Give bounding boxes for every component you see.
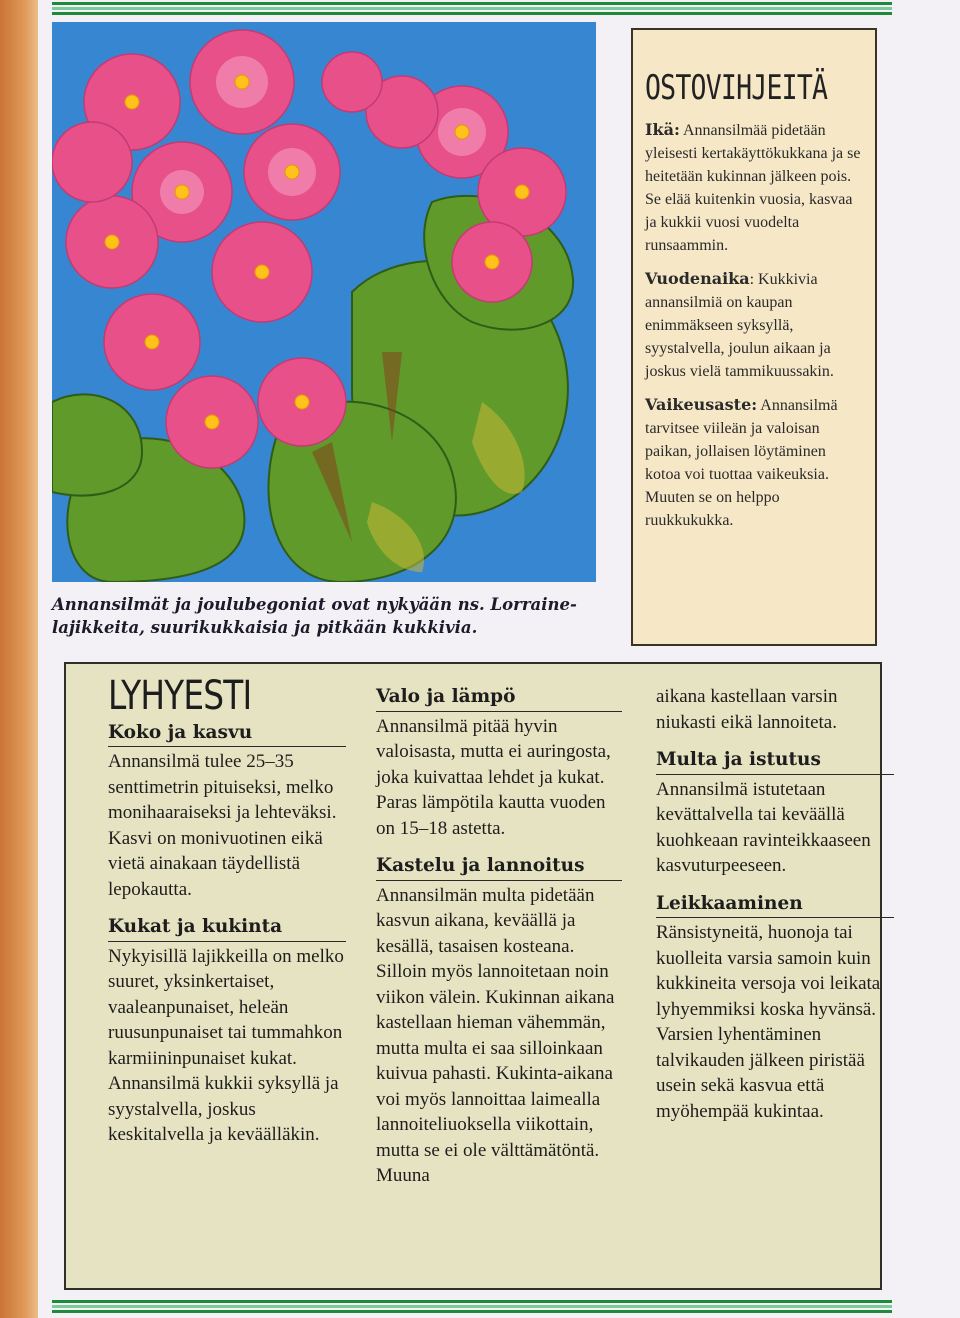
- tips-title: OSTOVIHJEITÄ: [645, 68, 828, 108]
- section-heading-light: Valo ja lämpö: [376, 684, 622, 712]
- section-text-pruning: Ränsistyneitä, huonoja tai kuolleita varsia samoin kuin kukkineita versoja voi leikata lyhyemmiksi koska hyvänsä. Varsien lyhentäminen talvikauden jälkeen piristää usein sekä kasvua että myöhempää kukintaa.: [656, 922, 881, 1122]
- section-text-watering-cont: aikana kastellaan varsin niukasti eikä lannoiteta.: [656, 686, 838, 733]
- bottom-green-rule: [52, 1300, 892, 1314]
- summary-column-2: [376, 664, 622, 1201]
- photo-caption: Annansilmät ja joulubegoniat ovat nykyään ns. Lorraine-lajikkeita, suurikukkaisia ja pitkään kukkivia.: [52, 595, 577, 637]
- section-text-light: Annansilmä pitää hyvin valoisasta, mutta ei auringosta, joka kuivattaa lehdet ja kukat. Paras lämpötila kautta vuoden on 15–18 astetta.: [376, 715, 611, 839]
- section-text-size: Annansilmä tulee 25–35 senttimetrin pituiseksi, melko monihaaraiseksi ja lehteväksi. Kasvi on monivuotinen eikä vietä ainakaan täydellistä lepokautta.: [108, 751, 337, 900]
- section-heading-size: Koko ja kasvu: [108, 720, 346, 748]
- tip-season: Vuodenaika: Kukkivia annansilmiä on kaupan enimmäkseen syksyllä, syystalvella, joulun aikaan ja joskus vielä tammikuussakin.: [645, 269, 834, 380]
- summary-column-3: [656, 664, 894, 1136]
- begonia-photo: [52, 22, 596, 582]
- book-page: [38, 0, 960, 1318]
- top-green-rule: [52, 2, 892, 16]
- section-heading-pruning: Leikkaaminen: [656, 891, 894, 919]
- section-text-watering: Annansilmän multa pidetään kasvun aikana, keväällä ja kesällä, tasaisen kosteana. Silloin myös lannoitetaan noin viikon välein. Kukinnan aikana kastellaan hieman vähemmän, mutta multa ei saa silloinkaan kuivua pahasti. Kukinta-aikana voi myös lannoittaa laimealla lannoiteliuoksella viikottain, mutta se ei ole välttämätöntä. Muuna: [376, 884, 615, 1186]
- summary-column-1: [108, 664, 346, 1160]
- section-text-soil: Annansilmä istutetaan kevättalvella tai keväällä kuohkeaan ravinteikkaaseen kasvuturpeeseen.: [656, 778, 871, 876]
- section-heading-watering: Kastelu ja lannoitus: [376, 853, 622, 881]
- tip-age: Ikä: Annansilmää pidetään yleisesti kertakäyttökukkana ja se heitetään kukinnan jälkeen pois. Se elää kuitenkin vuosia, kasvaa ja kukkii vuosi vuodelta runsaammin.: [645, 120, 861, 254]
- section-text-flowers: Nykyisillä lajikkeilla on melko suuret, yksinkertaiset, vaaleanpunaiset, heleän ruusunpunaiset tai tummahkon karmiininpunaiset kukat. Annansilmä kukkii syksyllä ja syystalvella, joskus keskitalvella ja keväälläkin.: [108, 945, 344, 1145]
- section-heading-flowers: Kukat ja kukinta: [108, 914, 346, 942]
- book-spine: [0, 0, 42, 1318]
- section-heading-soil: Multa ja istutus: [656, 747, 894, 775]
- buying-tips-box: [631, 28, 877, 646]
- begonia-illustration: [52, 22, 596, 582]
- summary-title: LYHYESTI: [108, 673, 252, 719]
- tip-difficulty: Vaikeusaste: Annansilmä tarvitsee viileän ja valoisan paikan, jollaisen löytäminen kotoa voi tuottaa vaikeuksia. Muuten se on helppo ruukkukukka.: [645, 395, 838, 529]
- summary-box: [64, 662, 882, 1290]
